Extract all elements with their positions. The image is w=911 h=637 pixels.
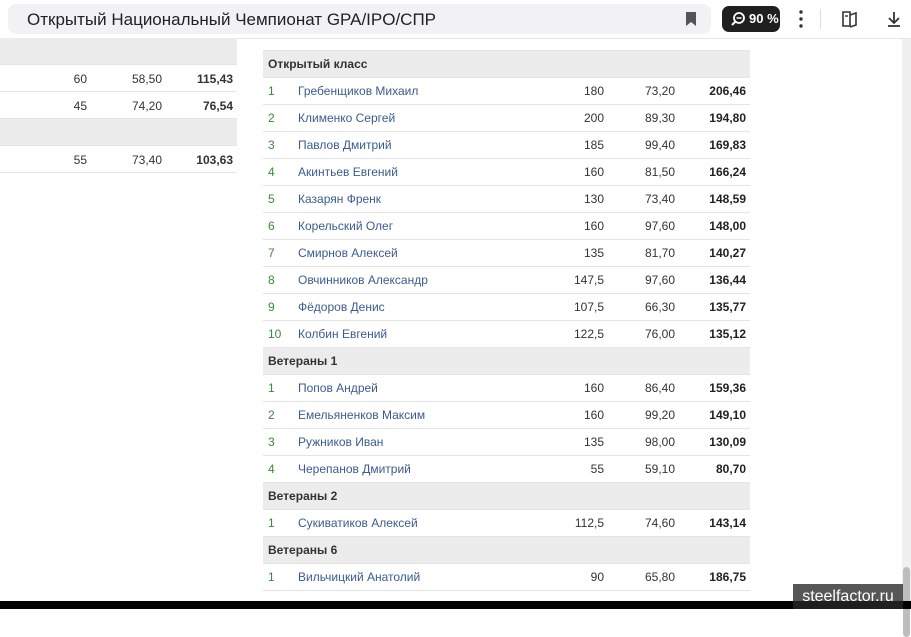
athlete-name-link[interactable]: Емельяненков Максим xyxy=(298,408,426,422)
group-header-row xyxy=(263,51,750,78)
points-cell: 140,27 xyxy=(709,246,746,260)
table-row xyxy=(0,146,237,173)
group-name: Ветераны 2 xyxy=(268,489,338,503)
weight-cell: 122,5 xyxy=(573,327,604,341)
bodyweight-cell: 97,60 xyxy=(644,273,675,287)
points-cell: 103,63 xyxy=(196,153,233,167)
athlete-name-link[interactable]: Сукиватиков Алексей xyxy=(298,516,418,530)
athlete-name-link[interactable]: Колбин Евгений xyxy=(298,327,388,341)
table-row xyxy=(263,213,750,240)
points-cell: 136,44 xyxy=(709,273,746,287)
weight-cell: 107,5 xyxy=(573,300,604,314)
bodyweight-cell: 73,20 xyxy=(644,84,675,98)
group-name: Ветераны 6 xyxy=(268,543,338,557)
bodyweight-cell: 74,60 xyxy=(644,516,675,530)
weight-cell: 130 xyxy=(583,192,604,206)
weight-cell: 200 xyxy=(583,111,604,125)
table-row xyxy=(263,402,750,429)
table-row xyxy=(263,294,750,321)
reader-mode-icon[interactable] xyxy=(840,9,860,29)
points-cell: 115,43 xyxy=(196,72,233,86)
bodyweight-cell: 81,50 xyxy=(644,165,675,179)
group-header-row xyxy=(263,483,750,510)
weight-cell: 160 xyxy=(583,219,604,233)
points-cell: 169,83 xyxy=(709,138,746,152)
place-cell: 9 xyxy=(268,300,275,314)
weight-cell: 55 xyxy=(73,153,87,167)
scrollbar-track[interactable] xyxy=(902,39,911,601)
place-cell: 1 xyxy=(268,570,275,584)
bodyweight-cell: 66,30 xyxy=(644,300,675,314)
place-cell: 5 xyxy=(268,192,275,206)
points-cell: 159,36 xyxy=(709,381,746,395)
toolbar-divider xyxy=(820,9,821,29)
weight-cell: 147,5 xyxy=(573,273,604,287)
points-cell: 135,77 xyxy=(709,300,746,314)
place-cell: 4 xyxy=(268,165,275,179)
table-row xyxy=(0,65,237,92)
athlete-name-link[interactable]: Вильчицкий Анатолий xyxy=(298,570,421,584)
athlete-name-link[interactable]: Гребенщиков Михаил xyxy=(298,84,419,98)
points-cell: 76,54 xyxy=(202,99,233,113)
points-cell: 148,59 xyxy=(709,192,746,206)
bodyweight-cell: 73,40 xyxy=(131,153,162,167)
bodyweight-cell: 81,70 xyxy=(644,246,675,260)
zoom-level: 90 % xyxy=(749,11,779,26)
weight-cell: 160 xyxy=(583,381,604,395)
weight-cell: 185 xyxy=(583,138,604,152)
page-title: Открытый Национальный Чемпионат GPA/IPO/СПР xyxy=(27,10,437,29)
group-header-row xyxy=(0,119,237,146)
weight-cell: 112,5 xyxy=(574,516,604,530)
table-row xyxy=(0,92,237,119)
points-cell: 130,09 xyxy=(709,435,746,449)
zoom-icon xyxy=(730,11,746,27)
taskbar-strip xyxy=(0,601,911,609)
points-cell: 80,70 xyxy=(715,462,746,476)
weight-cell: 135 xyxy=(583,435,604,449)
group-header-row xyxy=(0,38,237,65)
bodyweight-cell: 73,40 xyxy=(644,192,675,206)
table-row xyxy=(263,132,750,159)
athlete-name-link[interactable]: Акинтьев Евгений xyxy=(298,165,398,179)
bodyweight-cell: 99,40 xyxy=(644,138,675,152)
points-cell: 148,00 xyxy=(709,219,746,233)
points-cell: 135,12 xyxy=(709,327,746,341)
athlete-name-link[interactable]: Фёдоров Денис xyxy=(298,300,385,314)
menu-dots-icon[interactable] xyxy=(794,8,808,30)
place-cell: 1 xyxy=(268,381,275,395)
previous-results-table xyxy=(0,38,237,173)
table-row xyxy=(263,105,750,132)
table-row-partial xyxy=(263,38,750,51)
points-cell: 149,10 xyxy=(709,408,746,422)
place-cell: 1 xyxy=(268,84,275,98)
browser-toolbar xyxy=(0,0,911,39)
place-cell: 3 xyxy=(268,435,275,449)
watermark: steelfactor.ru xyxy=(793,584,903,609)
group-name: Открытый класс xyxy=(268,57,368,71)
bodyweight-cell: 58,50 xyxy=(131,72,162,86)
points-cell: 143,14 xyxy=(709,516,746,530)
table-row xyxy=(263,375,750,402)
address-bar[interactable] xyxy=(8,4,711,34)
points-cell: 194,80 xyxy=(709,111,746,125)
athlete-name-link[interactable]: Ружников Иван xyxy=(298,435,384,449)
download-icon[interactable] xyxy=(885,10,903,28)
weight-cell: 160 xyxy=(583,408,604,422)
group-header-row xyxy=(263,537,750,564)
place-cell: 2 xyxy=(268,111,275,125)
place-cell: 8 xyxy=(268,273,275,287)
place-cell: 4 xyxy=(268,462,275,476)
results-table xyxy=(263,38,750,591)
bodyweight-cell: 76,00 xyxy=(644,327,675,341)
group-name: Ветераны 1 xyxy=(268,354,338,368)
table-row xyxy=(263,267,750,294)
points-cell: 186,75 xyxy=(709,570,746,584)
bodyweight-cell: 59,10 xyxy=(644,462,675,476)
weight-cell: 135 xyxy=(583,246,604,260)
bodyweight-cell: 89,30 xyxy=(644,111,675,125)
athlete-name-link[interactable]: Павлов Дмитрий xyxy=(298,138,392,152)
table-row xyxy=(263,429,750,456)
group-header-row xyxy=(263,348,750,375)
bodyweight-cell: 97,60 xyxy=(644,219,675,233)
bodyweight-cell: 98,00 xyxy=(644,435,675,449)
weight-cell: 160 xyxy=(583,165,604,179)
place-cell: 10 xyxy=(268,327,282,341)
weight-cell: 45 xyxy=(73,99,87,113)
weight-cell: 55 xyxy=(590,462,604,476)
place-cell: 2 xyxy=(268,408,275,422)
athlete-name-link[interactable]: Корельский Олег xyxy=(298,219,394,233)
athlete-name-link[interactable]: Клименко Сергей xyxy=(298,111,396,125)
athlete-name-link[interactable]: Черепанов Дмитрий xyxy=(298,462,411,476)
place-cell: 7 xyxy=(268,246,275,260)
weight-cell: 60 xyxy=(73,72,87,86)
table-row xyxy=(263,321,750,348)
bodyweight-cell: 86,40 xyxy=(644,381,675,395)
athlete-name-link[interactable]: Овчинников Александр xyxy=(298,273,428,287)
place-cell: 3 xyxy=(268,138,275,152)
zoom-button[interactable] xyxy=(722,6,780,32)
bodyweight-cell: 99,20 xyxy=(644,408,675,422)
athlete-name-link[interactable]: Смирнов Алексей xyxy=(298,246,398,260)
bodyweight-cell: 74,20 xyxy=(131,99,162,113)
weight-cell: 180 xyxy=(583,84,604,98)
points-cell: 206,46 xyxy=(709,84,746,98)
table-row xyxy=(263,564,750,591)
points-cell: 166,24 xyxy=(709,165,746,179)
place-cell: 6 xyxy=(268,219,275,233)
athlete-name-link[interactable]: Казарян Френк xyxy=(298,192,382,206)
weight-cell: 90 xyxy=(590,570,604,584)
table-row xyxy=(263,456,750,483)
place-cell: 1 xyxy=(268,516,275,530)
table-row xyxy=(263,159,750,186)
table-row xyxy=(263,186,750,213)
athlete-name-link[interactable]: Попов Андрей xyxy=(298,381,378,395)
table-row xyxy=(263,510,750,537)
bookmark-icon[interactable] xyxy=(685,11,697,27)
table-row xyxy=(263,240,750,267)
bodyweight-cell: 65,80 xyxy=(644,570,675,584)
table-row xyxy=(263,78,750,105)
